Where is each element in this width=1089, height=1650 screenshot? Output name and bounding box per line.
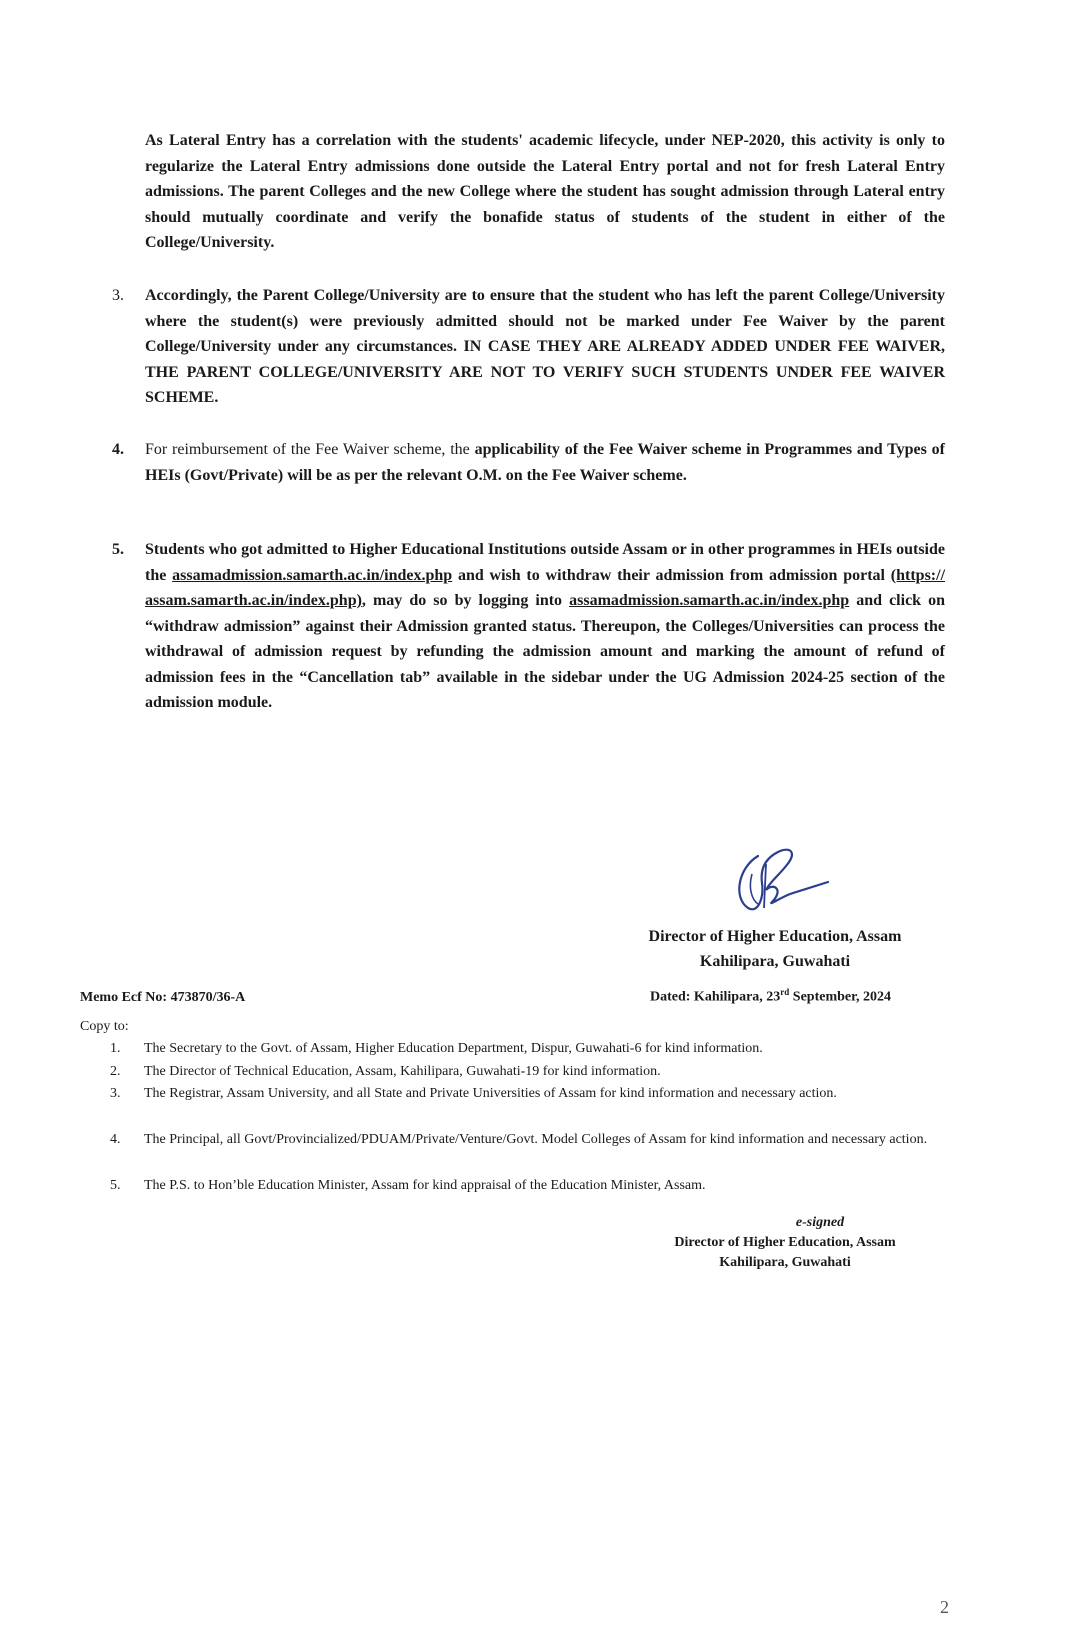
copy-item-4-number: 4. bbox=[110, 1132, 121, 1147]
memo-date-prefix: Dated: Kahilipara, 23 bbox=[650, 989, 781, 1005]
copy-to-label: Copy to: bbox=[80, 1019, 129, 1034]
intro-paragraph: As Lateral Entry has a correlation with the students' academic lifecycle, under NEP-2020, this activity is only to regularize the Lateral Entry admissions done outside the Lateral Entry portal and not for fresh Lateral Entry admissions. The parent Colleges and the new College where the student has sought admission through Lateral entry should mutually coordinate and verify the bonafide status of students of the student in either of the College/University. bbox=[145, 132, 945, 251]
copy-item-3-number: 3. bbox=[110, 1086, 121, 1101]
copy-item-1-number: 1. bbox=[110, 1041, 121, 1056]
item-5-part2: and wish to withdraw their admission from admission portal bbox=[452, 566, 891, 584]
memo-date bbox=[650, 987, 891, 1006]
memo-number: Memo Ecf No: 473870/36-A bbox=[80, 990, 246, 1005]
esign-place: Kahilipara, Guwahati bbox=[719, 1255, 851, 1270]
item-5-number: 5. bbox=[112, 541, 124, 558]
admission-link-1[interactable]: assamadmission.samarth.ac.in/index.php bbox=[172, 566, 453, 584]
memo-date-sup: rd bbox=[780, 987, 790, 997]
esign-title: Director of Higher Education, Assam bbox=[674, 1235, 896, 1250]
esign-label: e-signed bbox=[795, 1215, 845, 1230]
copy-item-5-number: 5. bbox=[110, 1178, 121, 1193]
item-5-part1: Students who got admitted to Higher Educational Institutions outside Assam or in other programmes in HEIs outside the bbox=[145, 541, 945, 584]
copy-item-1-text: The Secretary to the Govt. of Assam, Higher Education Department, Dispur, Guwahati-6 for kind information. bbox=[144, 1041, 763, 1056]
admission-link-3[interactable]: assamadmission.samarth.ac.in/index.php bbox=[569, 592, 850, 609]
copy-item-2-number: 2. bbox=[110, 1064, 121, 1079]
memo-date-suffix: September, 2024 bbox=[789, 989, 892, 1005]
item-5-part3: , may do so by logging into bbox=[361, 592, 570, 609]
copy-item-2-text: The Director of Technical Education, Assam, Kahilipara, Guwahati-19 for kind information. bbox=[144, 1064, 661, 1079]
signatory-place: Kahilipara, Guwahati bbox=[699, 953, 851, 970]
item-4-number: 4. bbox=[112, 441, 124, 458]
item-5-text bbox=[145, 537, 945, 716]
copy-item-4-text: The Principal, all Govt/Provincialized/PDUAM/Private/Venture/Govt. Model Colleges of Assam for kind information and necessary action. bbox=[144, 1132, 928, 1147]
item-3-number: 3. bbox=[112, 287, 124, 304]
item-4-text-bold: applicability of the Fee Waiver scheme in Programmes and Types of HEIs (Govt/Private) will be as per the relevant O.M. on the Fee Waiver scheme. bbox=[145, 441, 945, 484]
esign-block bbox=[650, 1213, 920, 1273]
copy-item-3-text: The Registrar, Assam University, and all State and Private Universities of Assam for kind information and necessary action. bbox=[144, 1086, 837, 1101]
signatory-block bbox=[620, 924, 930, 974]
admission-link-2[interactable]: (https:// assam.samarth.ac.in/index.php) bbox=[145, 566, 946, 609]
item-3-text: Accordingly, the Parent College/University are to ensure that the student who has left the parent College/University where the student(s) were previously admitted should not be marked under Fee Waiver by the parent College/University under any circumstances. IN CASE THEY ARE ALREADY ADDED UNDER FEE WAIVER, THE PARENT COLLEGE/UNIVERSITY ARE NOT TO VERIFY SUCH STUDENTS UNDER FEE WAIVER SCHEME. bbox=[145, 287, 945, 406]
item-4-text-normal: For reimbursement of the Fee Waiver scheme, the bbox=[145, 441, 475, 458]
copy-item-5-text: The P.S. to Hon’ble Education Minister, Assam for kind appraisal of the Education Minister, Assam. bbox=[144, 1178, 706, 1193]
item-5-part4: and click on “withdraw admission” against their Admission granted status. Thereupon, the Colleges/Universities can process the withdrawal of admission request by refunding the admission amount and marking the amount of refund of admission fees in the “Cancellation tab” available in the sidebar under the UG Admission 2024-25 section of the admission module. bbox=[145, 592, 946, 711]
page-number: 2 bbox=[940, 1597, 949, 1617]
handwritten-signature bbox=[728, 838, 838, 918]
item-4-text bbox=[145, 437, 945, 488]
signatory-title: Director of Higher Education, Assam bbox=[648, 928, 902, 945]
